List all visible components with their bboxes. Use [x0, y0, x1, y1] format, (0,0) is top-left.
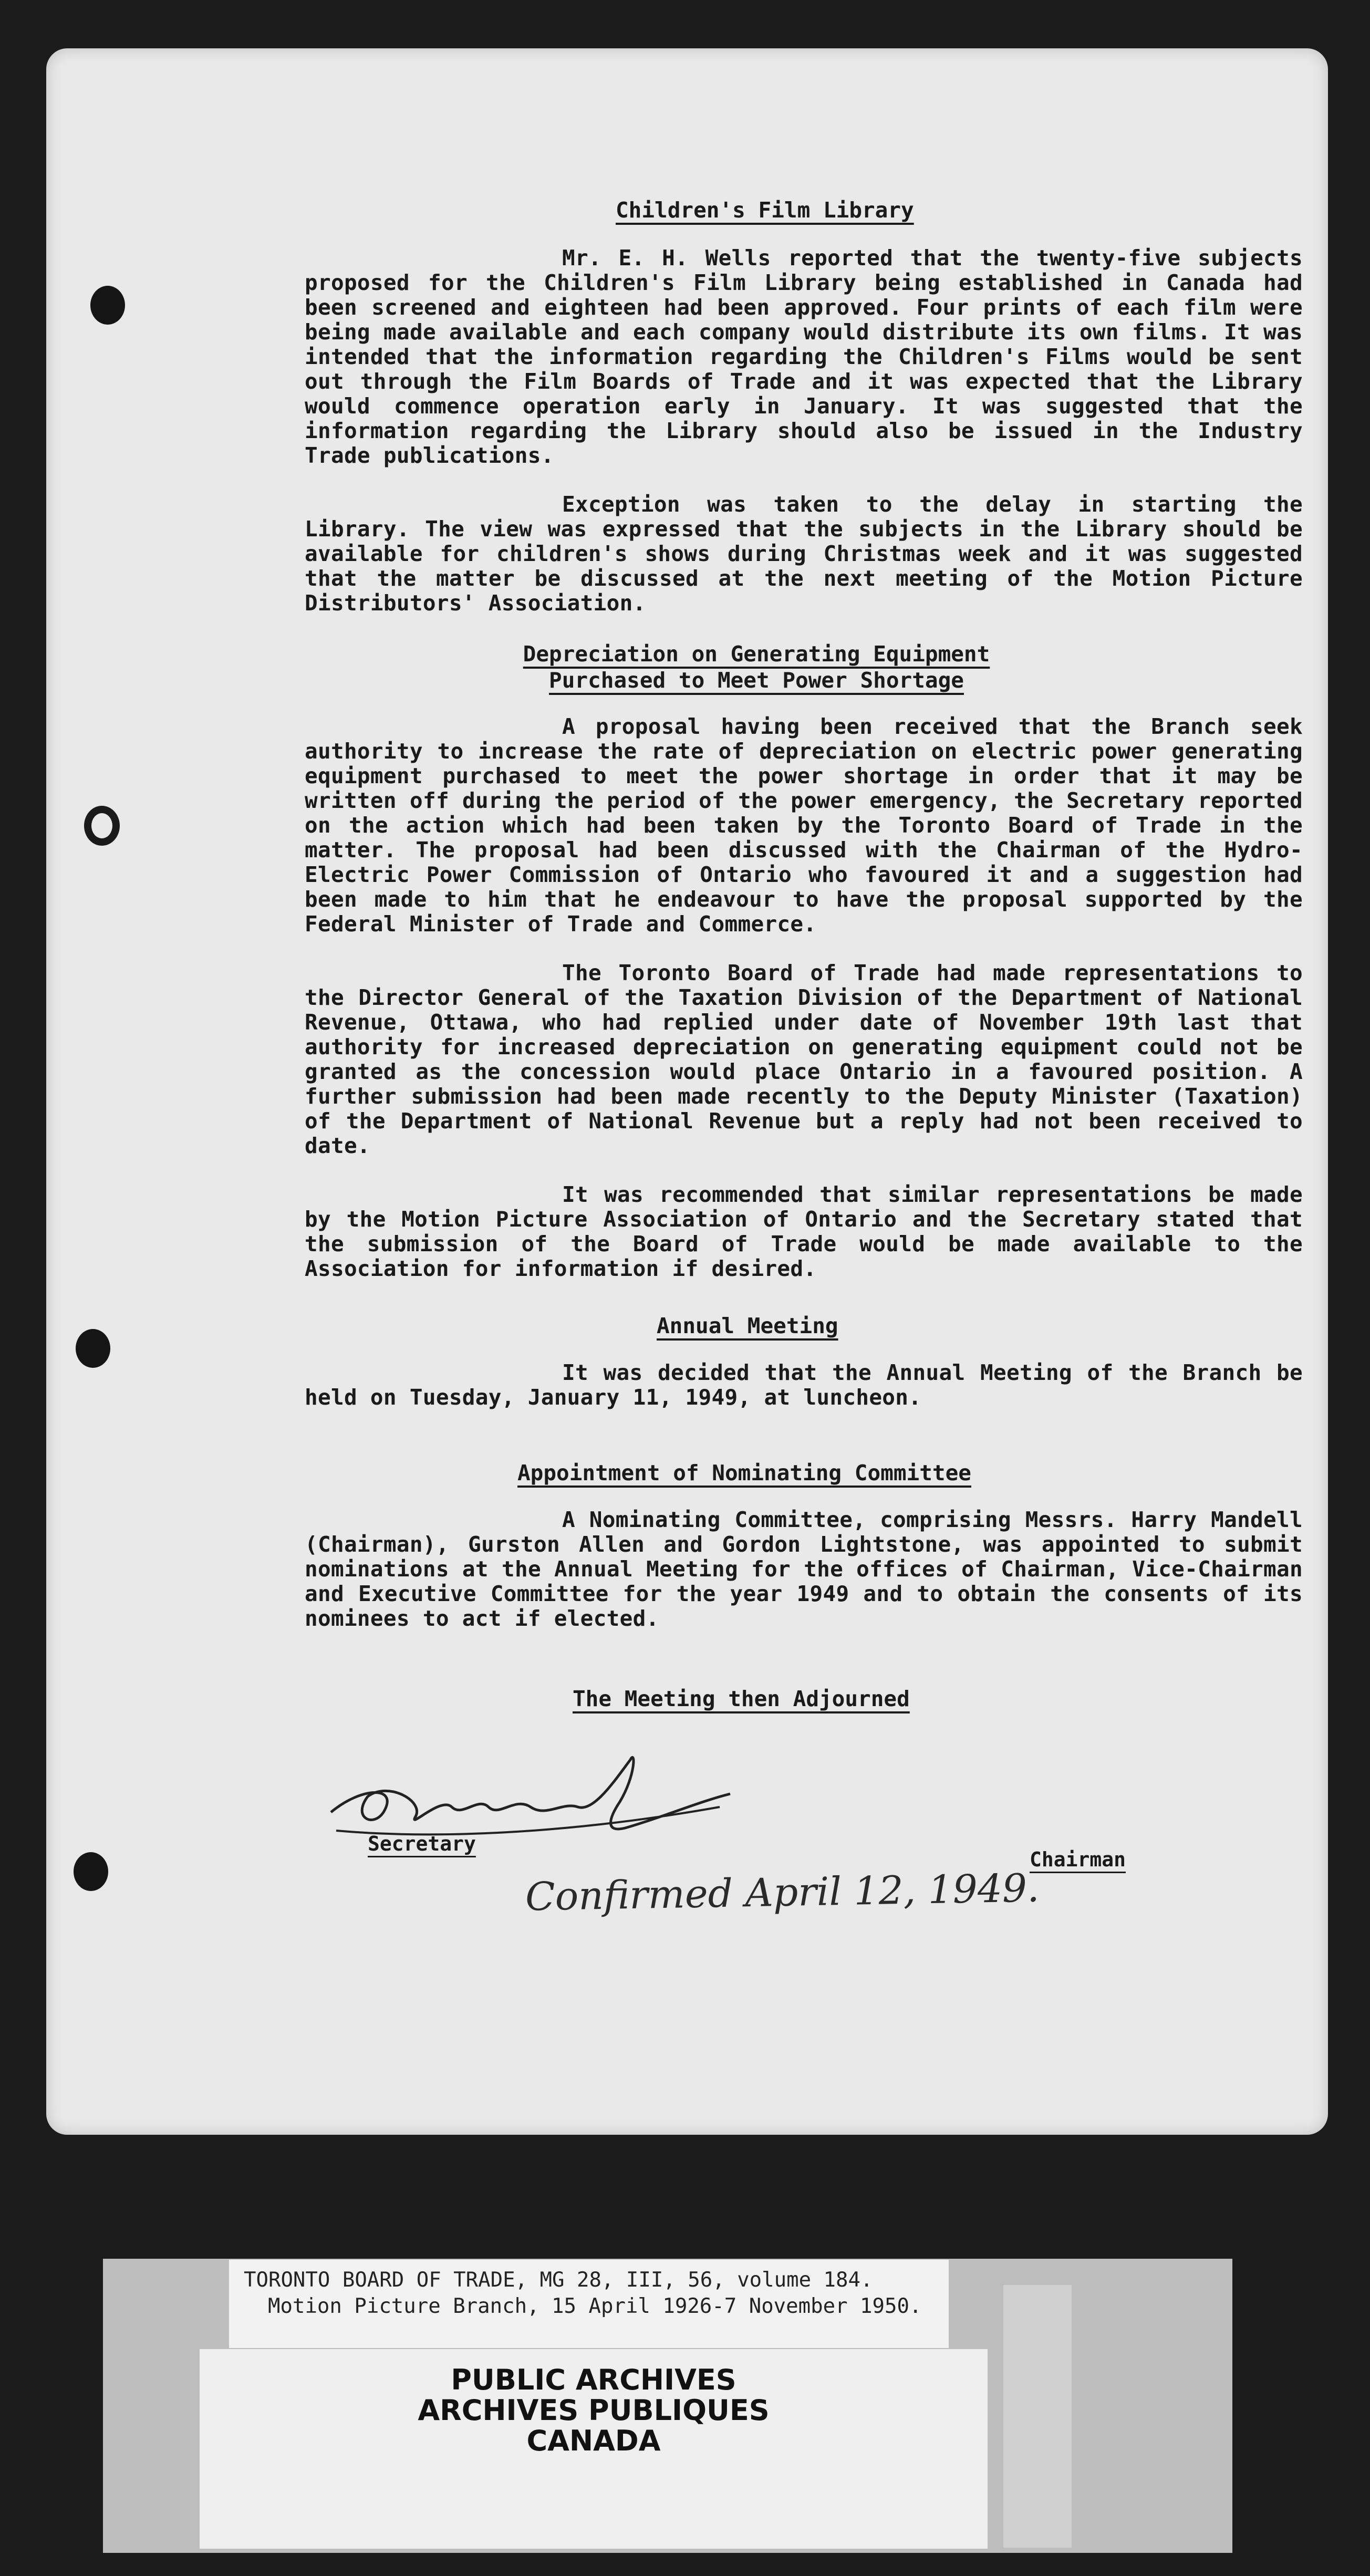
punch-hole [74, 1852, 108, 1891]
paragraph: The Toronto Board of Trade had made representations to the Director General of the Taxation Division of the Department of National Revenue, Ottawa, who had replied under date of November 19th last that authority for increased depreciation on generating equipment could not be granted as the concession would place Ontario in a favoured position. A further submission had been made recently to the Deputy Minister (Taxation) of the Department of National Revenue but a reply had not been received to date. [305, 960, 1303, 1158]
chairman-label: Chairman [1030, 1848, 1126, 1871]
heading-line: Depreciation on Generating Equipment [523, 641, 990, 667]
paragraph: Mr. E. H. Wells reported that the twenty-five subjects proposed for the Children's Film Library being established in Canada had been screened and eighteen had been approved. Four prints of each film were being made available and each company would distribute its own films. It was intended that the information regarding the Children's Films would be sent out through the Film Boards of Trade and it was expected that the Library would commence operation early in January. It was suggested that the information regarding the Library should also be issued in the Industry Trade publications. [305, 245, 1303, 468]
section-body [305, 1508, 1303, 1655]
adjourned-line: The Meeting then Adjourned [573, 1686, 910, 1711]
archive-line: Motion Picture Branch, 15 April 1926-7 November 1950. [268, 2294, 922, 2318]
archive-line: TORONTO BOARD OF TRADE, MG 28, III, 56, volume 184. [244, 2268, 873, 2292]
section-body [305, 1360, 1303, 1434]
section-heading: Appointment of Nominating Committee [517, 1460, 971, 1486]
archive-label-tab [1003, 2285, 1072, 2548]
paragraph: A Nominating Committee, comprising Messrs. Harry Mandell (Chairman), Gurston Allen and Gordon Lightstone, was appointed to submit nominations at the Annual Meeting for the offices of Chairman, Vice-Chairman and Executive Committee for the year 1949 and to obtain the consents of its nominees to act if elected. [305, 1507, 1303, 1631]
section-heading: Children's Film Library [616, 198, 914, 223]
paragraph: Exception was taken to the delay in starting the Library. The view was expressed that the subjects in the Library should be available for children's shows during Christmas week and it was suggested that the matter be discussed at the next meeting of the Motion Picture Distributors' Association. [305, 492, 1303, 616]
handwritten-note: Confirmed April 12, 1949. [525, 1865, 1040, 1920]
stamp-line: ARCHIVES PUBLIQUES [418, 2394, 770, 2427]
punch-hole [76, 1329, 110, 1368]
paragraph: It was decided that the Annual Meeting of the Branch be held on Tuesday, January 11, 1949, at luncheon. [305, 1360, 1303, 1410]
section-body [305, 246, 1303, 640]
punch-hole [84, 806, 120, 846]
punch-hole [90, 286, 125, 325]
paragraph: It was recommended that similar representations be made by the Motion Picture Association of Ontario and the Secretary stated that the submission of the Board of Trade would be made available to the Association for information if desired. [305, 1182, 1303, 1281]
secretary-label: Secretary [368, 1832, 476, 1855]
archive-stamp [200, 2349, 988, 2549]
section-heading: Annual Meeting [657, 1313, 838, 1338]
archive-reference-label [229, 2260, 949, 2348]
section-body [305, 714, 1303, 1305]
stamp-line: CANADA [526, 2424, 661, 2457]
section-heading [515, 641, 998, 693]
paragraph: A proposal having been received that the Branch seek authority to increase the rate of depreciation on electric power generating equipment purchased to meet the power shortage in order that it may be written off during the period of the power emergency, the Secretary reported on the action which had been taken by the Toronto Board of Trade in the matter. The proposal had been discussed with the Chairman of the Hydro-Electric Power Commission of Ontario who favoured it and a suggestion had been made to him that he endeavour to have the proposal supported by the Federal Minister of Trade and Commerce. [305, 714, 1303, 937]
heading-line: Purchased to Meet Power Shortage [549, 668, 964, 693]
stamp-line: PUBLIC ARCHIVES [451, 2363, 736, 2396]
